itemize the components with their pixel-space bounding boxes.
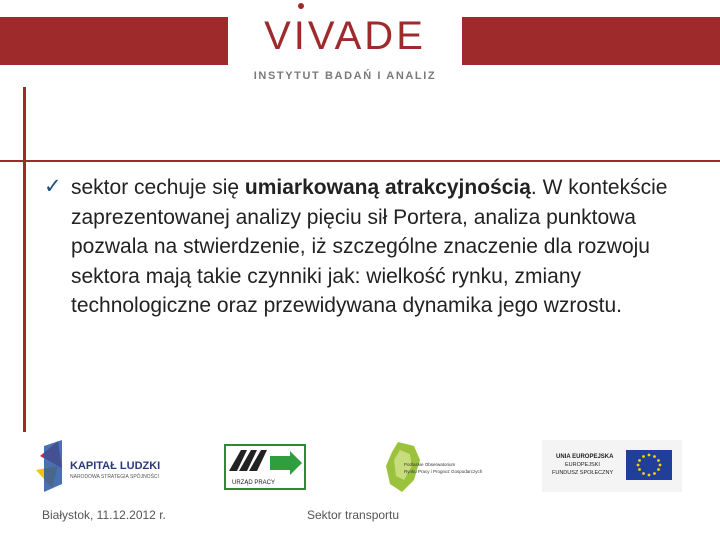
kl-subtitle: NARODOWA STRATEGIA SPÓJNOŚCI: [70, 474, 159, 480]
vertical-divider: [23, 87, 26, 432]
checkmark-icon: ✓: [44, 174, 62, 198]
obs-line1: Podlaskie Obserwatorium: [404, 462, 456, 467]
paragraph-text-end: . W kontekście zaprezentowanej analizy pięciu sił Portera, analiza punktowa pozwala na stwierdzenie, iż szczególne znaczenie dla rozwoju sektora mają takie czynniki jak: wielkość rynku, zmiany technologiczne oraz przewidywana dynamika jego wzrostu.: [71, 176, 668, 317]
logo-dot: [298, 3, 304, 9]
paragraph-text-start: sektor cechuje się: [71, 176, 245, 199]
paragraph-emphasis: umiarkowaną atrakcyjnością: [244, 176, 531, 199]
eu-line3: FUNDUSZ SPOŁECZNY: [552, 470, 614, 476]
bullet-paragraph: [71, 173, 711, 321]
eu-line1: UNIA EUROPEJSKA: [556, 454, 614, 460]
obs-line2: Rynku Pracy i Prognoz Gospodarczych: [404, 469, 483, 474]
up-label: URZĄD PRACY: [232, 480, 276, 486]
kl-shape-blue: [44, 440, 62, 492]
horizontal-divider: [0, 160, 720, 162]
partner-logos: [0, 436, 720, 496]
vivade-logo: [228, 0, 462, 86]
footer-date: Białystok, 11.12.2012 r.: [42, 508, 166, 522]
kapital-ludzki-logo: [36, 440, 160, 492]
eu-logo: [542, 440, 682, 492]
obserwatorium-logo: [386, 442, 483, 492]
urzad-pracy-logo: [225, 445, 305, 489]
logo-subtitle: INSTYTUT BADAŃ I ANALIZ: [253, 70, 437, 82]
eu-line2: EUROPEJSKI: [565, 462, 600, 468]
logo-text: VIVADE: [264, 14, 426, 58]
kl-title: KAPITAŁ LUDZKI: [70, 460, 161, 472]
footer-section: Sektor transportu: [307, 508, 400, 522]
